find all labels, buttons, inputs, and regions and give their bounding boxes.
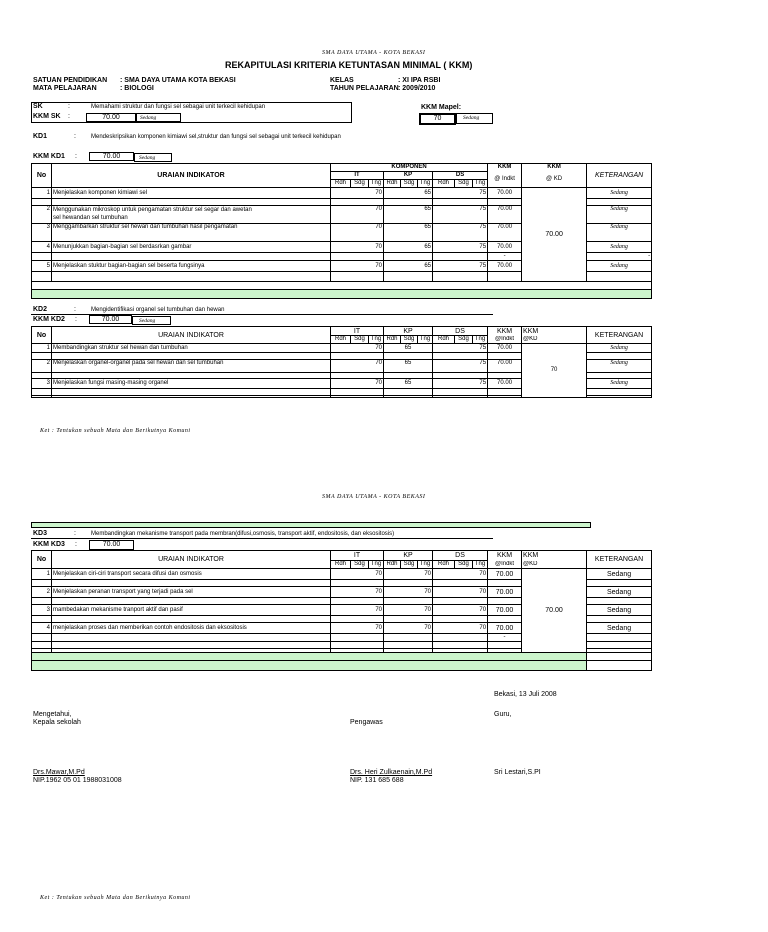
kepala-name: Drs.Mawar,M.Pd	[33, 769, 85, 776]
pengawas-name: Drs. Heri Zulkaenain,M.Pd	[350, 769, 433, 776]
kkm-sk-value: 70.00	[86, 113, 136, 122]
kkm-kd1-total: 70.00	[522, 188, 587, 282]
kkm-kd2-total: 70	[522, 344, 587, 398]
pengawas-label: Pengawas	[350, 719, 383, 726]
sk-colon: :	[68, 103, 70, 110]
table-row: 3 Menggambarkan struktur sel hewan dan tumbuhan hasil pengamatan 70 65 75 70.00 Sedang	[32, 224, 652, 242]
table-row: 2 Menjelaskan peranan transport yang terjadi pada sel 70 70 70 70.00 Sedang	[32, 587, 652, 598]
satuan-value: : SMA DAYA UTAMA KOTA BEKASI	[120, 77, 236, 84]
kkm-sk-label: KKM SK	[33, 113, 61, 120]
kd1-label: KD1	[33, 133, 48, 140]
footer-note: Ket : Tentukan sebuah Mata dan Berikutnya Komuni	[40, 428, 191, 434]
sk-text: Memahami struktur dan fungsi sel sebagai unit terkecil kehidupan	[91, 104, 266, 110]
kkm-kd1-label: KKM KD1	[33, 153, 65, 160]
school-header: SMA DAYA UTAMA - KOTA BEKASI	[322, 50, 426, 56]
kkm-kd3-total: 70.00	[522, 569, 587, 653]
table-row: 5 Menjelaskan stuktur bagian-bagian sel beserta fungsinya 70 65 75 70.00 Sedang	[32, 261, 652, 272]
school-header-2: SMA DAYA UTAMA - KOTA BEKASI	[322, 494, 426, 500]
table-row: 2 Menjelaskan organel-organel pada sel hewan dan sel tumbuhan 70 65 75 70.00 Sedang	[32, 360, 652, 373]
kepala-nip: NIP.1962 05 01 1988031008	[33, 777, 122, 784]
pengawas-nip: NIP. 131 685 688	[350, 777, 404, 784]
kkm-kd2-value: 70.00	[89, 315, 132, 324]
kkm-kd3-value: 70.00	[89, 540, 134, 550]
kd3-green-band	[31, 522, 591, 528]
sk-label: SK	[33, 103, 43, 110]
kd2-table: No URAIAN INDIKATOR IT KP DS KKM KKM KETERANGAN Rdh Sdg Tng Rdh Sdg Tng Rdh Sdg Tng @Indkt @KD 1 Membandingkan struktur sel hewan dan tumbuhan 70 65 75 70.00 70 Sedang 2 Menjelaskan organel-organel pada sel hewan dan sel tumbuhan 70 65 75 70.00 Sedang 3 Menjelaskan fungsi masing-masing organel 70 65 75 70.00 Sedang	[31, 326, 652, 398]
kkm-kd3-label: KKM KD3	[33, 541, 65, 548]
satuan-label: SATUAN PENDIDIKAN	[33, 77, 108, 84]
kd2-label: KD2	[33, 306, 48, 313]
tahun-value: : 2009/2010	[398, 85, 436, 92]
table-row: 4 menjelaskan proses dan memberikan contoh endositosis dan eksositosis 70 70 70 70.00 Sedang	[32, 623, 652, 634]
guru-label: Guru,	[494, 711, 512, 718]
table-row: 2 Menggunakan mikroskop untuk pengamatan struktur sel segar dan awetan sel hewandan sel tumbuhan 70 65 75 70.00 Sedang	[32, 206, 652, 224]
kd1-table: No URAIAN INDIKATOR KOMPONEN KKM KKM KETERANGAN IT KP DS @ Indkt @ KD Rdh Sdg Tng Rdh Sdg Tng Rdh Sdg Tng 1 Menjelaskan komponen kimiawi sel 70 65 75 70.00 70.00 Sedang 2 Menggunakan mikroskop untuk pengamatan struktur sel segar dan awetan sel hewandan sel tumbuhan 70 65 75 70.00 Sedang 3 Menggambarkan struktur sel hewan dan tumbuhan hasil pengamatan 70 65 75 70.00 Sedang 4 Menunjukkan bagian-bagian sel berdasrkan gambar 70 65 75 70.00 Sedang - - 5 Menjelaskan stuktur bagian-bagian sel beserta fungsinya 70 65 75 70.00 Sedang	[31, 163, 652, 299]
mapel-label: MATA PELAJARAN	[33, 85, 97, 92]
table-row: 4 Menunjukkan bagian-bagian sel berdasrkan gambar 70 65 75 70.00 Sedang	[32, 242, 652, 253]
footer-note-2: Ket : Tentukan sebuah Mata dan Berikutnya Komuni	[40, 895, 191, 901]
place-date: Bekasi, 13 Juli 2008	[494, 691, 557, 698]
table-row: 3 mambedakan mekanisme tranport aktif dan pasif 70 70 70 70.00 Sedang	[32, 605, 652, 616]
kkm-kd2-label: KKM KD2	[33, 316, 65, 323]
mengetahui-label: Mengetahui,	[33, 711, 72, 718]
kd1-text: Mendeskripsikan komponen kimiawi sel,struktur dan fungsi sel sebagai unit terkecil kehidupan	[91, 134, 341, 140]
table-row: 1 Menjelaskan komponen kimiawi sel 70 65 75 70.00 70.00 Sedang	[32, 188, 652, 199]
table-row: 1 Membandingkan struktur sel hewan dan tumbuhan 70 65 75 70.00 70 Sedang	[32, 344, 652, 353]
page-title: REKAPITULASI KRITERIA KETUNTASAN MINIMAL ( KKM)	[225, 60, 473, 70]
kkm-kd1-desc: Sedang	[134, 153, 172, 162]
kkm-mapel-label: KKM Mapel:	[421, 104, 462, 111]
table-row: 3 Menjelaskan fungsi masing-masing organel 70 65 75 70.00 Sedang	[32, 379, 652, 389]
kkm-mapel-desc: Sedang	[456, 113, 493, 124]
kkm-sk-desc: Sedang	[136, 113, 181, 122]
kkm-kd2-desc: Sedang	[132, 316, 171, 325]
kkm-kd1-value: 70.00	[89, 152, 134, 161]
kd2-text: Mengidentifikasi organel sel tumbuhan dan hewan	[91, 307, 225, 313]
kd3-text: Membandingkan mekanisme transport pada membran(difusi,osmosis, transport aktif, endositosis, dan eksositosis)	[91, 531, 395, 537]
kd3-label: KD3	[33, 530, 48, 537]
tahun-label: TAHUN PELAJARAN	[330, 85, 399, 92]
kkm-mapel-value: 70	[419, 113, 456, 125]
kd3-table: No URAIAN INDIKATOR IT KP DS KKM KKM KETERANGAN Rdh Sdg Tng Rdh Sdg Tng Rdh Sdg Tng @Indkt @KD 1 Menjelaskan ciri-ciri transport secara difusi dan osmosis 70 70 70 70.00 70.00 Sedang 2 Menjelaskan peranan transport yang terjadi pada sel 70 70 70 70.00 Sedang 3 mambedakan mekanisme tranport aktif dan pasif 70 70 70 70.00 Sedang 4 menjelaskan proses dan memberikan contoh endositosis dan eksositosis 70 70 70 70.00 Sedang -	[31, 550, 652, 671]
kepala-label: Kepala sekolah	[33, 719, 81, 726]
kelas-value: : XI IPA RSBI	[398, 77, 441, 84]
guru-name: Sri Lestari,S.PI	[494, 769, 541, 776]
kelas-label: KELAS	[330, 77, 354, 84]
mapel-value: : BIOLOGI	[120, 85, 154, 92]
table-row: 1 Menjelaskan ciri-ciri transport secara difusi dan osmosis 70 70 70 70.00 70.00 Sedang	[32, 569, 652, 580]
